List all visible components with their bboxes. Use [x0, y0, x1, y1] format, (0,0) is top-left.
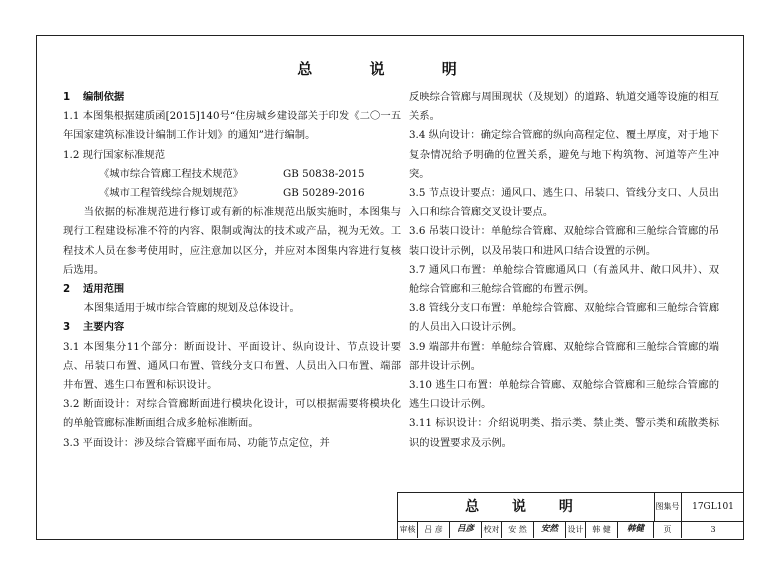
reviewer-signature: 吕彦: [450, 521, 482, 538]
paragraph-note: 当依据的标准规范进行修订或有新的标准规范出版实施时，本图集与现行工程建设标准不符的内容、限制或淘汰的技术或产品，视为无效。工程技术人员在参考使用时，应注意加以区分，并应对本图集内容进行复核后选用。: [63, 206, 401, 276]
review-label: 审核: [398, 521, 418, 538]
section-title: 主要内容: [83, 321, 125, 334]
section-heading-2: [63, 280, 401, 299]
paragraph-3-9: 3.9 端部井布置：单舱综合管廊、双舱综合管廊和三舱综合管廊的端部井设计示例。: [409, 340, 719, 372]
paragraph-1-2: 1.2 现行国家标准规范: [63, 148, 166, 161]
title-block-title: 总 说 明: [398, 493, 655, 521]
page-number: 3: [710, 525, 716, 534]
title-block-top-row: [398, 493, 744, 522]
title-block-sign-row: [398, 521, 744, 538]
section-title: 适用范围: [83, 283, 125, 296]
section-title: 编制依据: [83, 91, 125, 103]
page-label: 页: [654, 521, 682, 538]
paragraph-1-1: 1.1 本图集根据建质函[2015]140号“住房城乡建设部关于印发《二〇一五年国家建筑标准设计编制工作计划》的通知”进行编制。: [63, 110, 401, 142]
paragraph-3-1: 3.1 本图集分11个部分：断面设计、平面设计、纵向设计、节点设计要点、吊装口布置、通风口布置、管线分支口布置、人员出入口布置、端部井布置、逃生口布置和标识设计。: [63, 340, 401, 392]
section-heading-3: [63, 318, 401, 337]
paragraph-3-6: 3.6 吊装口设计：单舱综合管廊、双舱综合管廊和三舱综合管廊的吊装口设计示例，以及吊装口和进风口结合设置的示例。: [409, 225, 719, 257]
atlas-number-label: 图集号: [654, 493, 682, 521]
standard-name: 《城市综合管廊工程技术规范》: [99, 167, 244, 180]
paragraph-3-5: 3.5 节点设计要点：通风口、逃生口、吊装口、管线分支口、人员出入口和综合管廊交叉设计要点。: [409, 187, 719, 219]
standard-item: [63, 165, 401, 184]
designer-name: 韩 健: [586, 521, 618, 538]
atlas-number: 17GL101: [692, 502, 734, 512]
paragraph-3-11: 3.11 标识设计：介绍说明类、指示类、禁止类、警示类和疏散类标识的设置要求及示例。: [409, 417, 719, 449]
title-block: [397, 492, 744, 539]
paragraph-3-4: 3.4 纵向设计：确定综合管廊的纵向高程定位、覆土厚度，对于地下复杂情况给予明确的位置关系，避免与地下构筑物、河道等产生冲突。: [409, 129, 719, 180]
section-heading-1: [63, 88, 401, 107]
designer-signature: 韩健: [618, 521, 654, 538]
standard-item: [63, 184, 401, 203]
standard-name: 《城市工程管线综合规划规范》: [99, 187, 244, 200]
paragraph-3-3: 3.3 平面设计：涉及综合管廊平面布局、功能节点定位，并: [63, 436, 330, 449]
paragraph-3-7: 3.7 通风口布置：单舱综合管廊通风口（有盖风井、敞口风井）、双舱综合管廊和三舱综合管廊的布置示例。: [409, 263, 719, 296]
standard-code: GB 50838-2015: [283, 167, 365, 180]
reviewer-name: 吕 彦: [418, 521, 450, 538]
section-number: 3: [63, 321, 71, 334]
paragraph-2: 本图集适用于城市综合管廊的规划及总体设计。: [83, 302, 300, 315]
section-number: 2: [63, 283, 71, 296]
drawing-sheet: [36, 35, 744, 540]
design-label: 设计: [566, 521, 586, 538]
paragraph-3-8: 3.8 管线分支口布置：单舱综合管廊、双舱综合管廊和三舱综合管廊的人员出入口设计示例。: [409, 302, 719, 334]
standard-code: GB 50289-2016: [283, 187, 365, 200]
checker-name: 安 然: [502, 521, 534, 538]
paragraph-3-2: 3.2 断面设计：对综合管廊断面进行模块化设计，可以根据需要将模块化的单舱管廊标准断面组合成多舱标准断面。: [63, 398, 401, 430]
section-number: 1: [63, 91, 71, 103]
right-column: [409, 88, 719, 453]
check-label: 校对: [482, 521, 502, 538]
page-title: 总 说 明: [297, 60, 483, 78]
checker-signature: 安然: [534, 521, 566, 538]
paragraph-3-10: 3.10 逃生口布置：单舱综合管廊、双舱综合管廊和三舱综合管廊的逃生口设计示例。: [409, 379, 719, 411]
left-column: [63, 88, 401, 453]
paragraph-3-3-continued: 反映综合管廊与周围现状（及规划）的道路、轨道交通等设施的相互关系。: [409, 91, 719, 123]
